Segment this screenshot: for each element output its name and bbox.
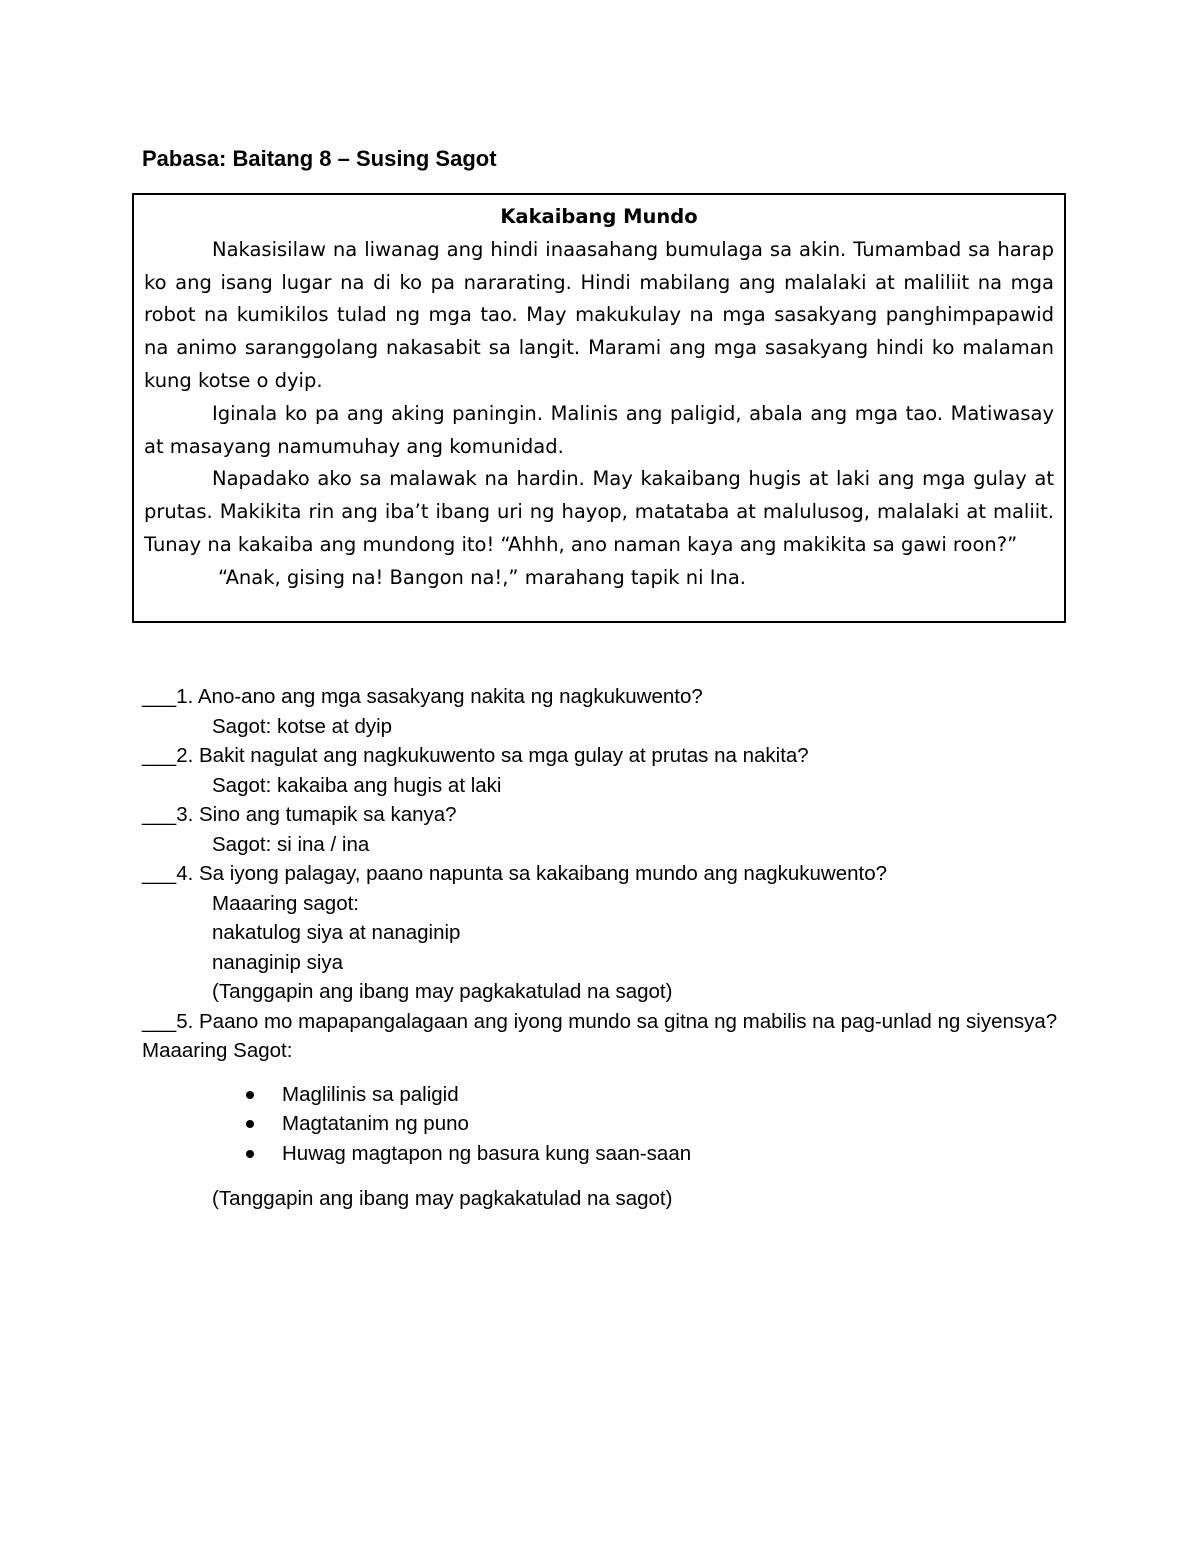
bullet-icon xyxy=(246,1150,254,1158)
answer-5-label: Maaaring Sagot: xyxy=(142,1039,293,1062)
page-title: Pabasa: Baitang 8 – Susing Sagot xyxy=(142,146,497,171)
bullet-icon xyxy=(246,1120,254,1128)
story-paragraph: Napadako ako sa malawak na hardin. May kakaibang hugis at laki ang mga gulay at prutas. Makikita rin ang iba’t ibang uri ng hayop, matataba at malulusog, malalaki at maliit. Tunay na kakaiba ang mundong ito! “Ahhh, ano naman kaya ang makikita sa gawi roon?” xyxy=(144,467,1054,556)
story-paragraph: Iginala ko pa ang aking paningin. Malinis ang paligid, abala ang mga tao. Matiwasay at masayang namumuhay ang komunidad. xyxy=(144,401,1054,458)
answer-2: Sagot: kakaiba ang hugis at laki xyxy=(212,773,502,797)
question-1: ___1. Ano-ano ang mga sasakyang nakita ng nagkukuwento? xyxy=(142,685,703,708)
question-3: ___3. Sino ang tumapik sa kanya? xyxy=(142,803,457,826)
question-4: ___4. Sa iyong palagay, paano napunta sa kakaibang mundo ang nagkukuwento? xyxy=(142,862,888,885)
list-item-text: Huwag magtapon ng basura kung saan-saan xyxy=(282,1141,692,1165)
answer-4-option: nanaginip siya xyxy=(212,950,344,974)
list-item xyxy=(282,1139,1067,1169)
questions-section xyxy=(142,682,1067,1214)
answer-5-list xyxy=(142,1080,1067,1169)
answer-4-option: nakatulog siya at nanaginip xyxy=(212,921,461,944)
answer-4-label: Maaaring sagot: xyxy=(212,891,360,915)
question-5: ___5. Paano mo mapapangalagaan ang iyong mundo sa gitna ng mabilis na pag-unlad ng siyensya? xyxy=(142,1009,1058,1033)
answer-4-note: (Tanggapin ang ibang may pagkakatulad na sagot) xyxy=(212,980,673,1003)
story-paragraph: “Anak, gising na! Bangon na!,” marahang tapik ni Ina. xyxy=(218,565,747,589)
story-box xyxy=(132,193,1066,623)
answer-5-note: (Tanggapin ang ibang may pagkakatulad na sagot) xyxy=(212,1187,673,1210)
list-item-text: Maglilinis sa paligid xyxy=(282,1082,459,1106)
answer-1: Sagot: kotse at dyip xyxy=(212,714,393,738)
list-item-text: Magtatanim ng puno xyxy=(282,1112,469,1135)
story-title: Kakaibang Mundo xyxy=(500,205,698,228)
list-item xyxy=(282,1109,1067,1139)
question-2: ___2. Bakit nagulat ang nagkukuwento sa mga gulay at prutas na nakita? xyxy=(142,744,809,767)
list-item xyxy=(282,1080,1067,1110)
bullet-icon xyxy=(246,1091,254,1099)
story-paragraph: Nakasisilaw na liwanag ang hindi inaasahang bumulaga sa akin. Tumambad sa harap ko ang isang lugar na di ko pa nararating. Hindi mabilang ang malalaki at maliliit na mga robot na kumikilos tulad ng mga tao. May makukulay na mga sasakyang panghimpapawid na animo saranggolang nakasabit sa langit. Marami ang mga sasakyang hindi ko malaman kung kotse o dyip. xyxy=(144,237,1054,392)
answer-3: Sagot: si ina / ina xyxy=(212,832,370,856)
